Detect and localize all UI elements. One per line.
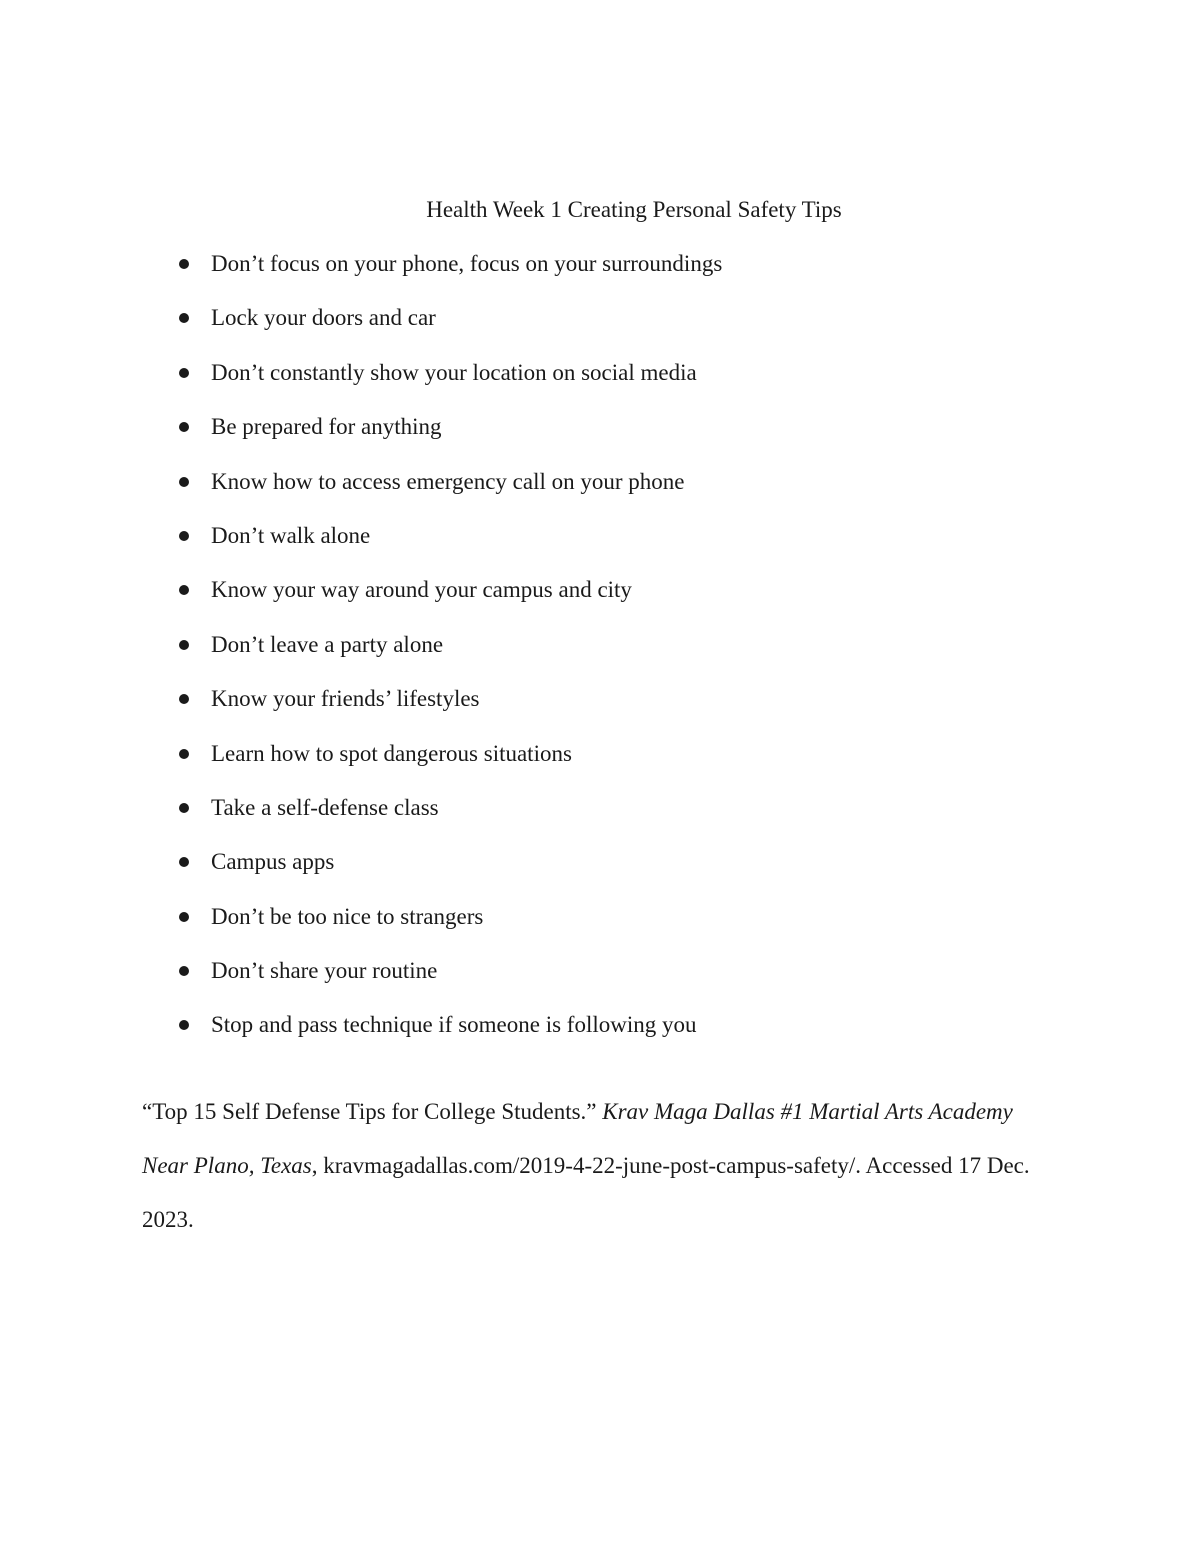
- tip-text: Know your way around your campus and city: [211, 577, 632, 603]
- citation-year: 2023.: [142, 1207, 194, 1232]
- tip-text: Don’t leave a party alone: [211, 631, 444, 657]
- tip-text: Learn how to spot dangerous situations: [211, 740, 572, 766]
- citation-site-name-continued: Near Plano, Texas: [142, 1153, 312, 1178]
- tip-text: Know how to access emergency call on your phone: [211, 468, 685, 494]
- tip-text: Be prepared for anything: [211, 414, 442, 440]
- tip-text: Know your friends’ lifestyles: [211, 686, 480, 712]
- tip-text: Don’t be too nice to strangers: [211, 903, 484, 929]
- bullet-icon: [179, 640, 189, 650]
- bullet-icon: [179, 857, 189, 867]
- bullet-icon: [179, 422, 189, 432]
- bullet-icon: [179, 585, 189, 595]
- bullet-icon: [179, 1020, 189, 1030]
- tip-text: Stop and pass technique if someone is following you: [211, 1012, 697, 1038]
- bullet-icon: [179, 313, 189, 323]
- bullet-icon: [179, 966, 189, 976]
- bullet-icon: [179, 912, 189, 922]
- tip-text: Don’t share your routine: [211, 958, 438, 984]
- tip-text: Lock your doors and car: [211, 305, 436, 331]
- bullet-icon: [179, 803, 189, 813]
- bullet-icon: [179, 531, 189, 541]
- tip-text: Don’t constantly show your location on social media: [211, 359, 697, 385]
- tip-text: Don’t focus on your phone, focus on your surroundings: [211, 251, 723, 276]
- tip-text: Campus apps: [211, 849, 335, 875]
- citation-line-3: [142, 1193, 1072, 1247]
- bullet-icon: [179, 259, 189, 269]
- citation-line-1: [142, 1085, 1072, 1139]
- citation-line-2: [142, 1139, 1072, 1193]
- works-cited-entry: [142, 1085, 1072, 1247]
- bullet-icon: [179, 368, 189, 378]
- tip-text: Take a self-defense class: [211, 794, 439, 820]
- bullet-icon: [179, 749, 189, 759]
- bullet-icon: [179, 694, 189, 704]
- bullet-icon: [179, 477, 189, 487]
- citation-site-name: Krav Maga Dallas #1 Martial Arts Academy: [602, 1099, 1013, 1124]
- document-title: Health Week 1 Creating Personal Safety Tips: [426, 197, 842, 222]
- citation-article-title: “Top 15 Self Defense Tips for College Students.”: [142, 1099, 597, 1124]
- tip-text: Don’t walk alone: [211, 522, 371, 548]
- citation-url-text: , kravmagadallas.com/2019-4-22-june-post-campus-safety/. Accessed 17 Dec.: [311, 1153, 1030, 1178]
